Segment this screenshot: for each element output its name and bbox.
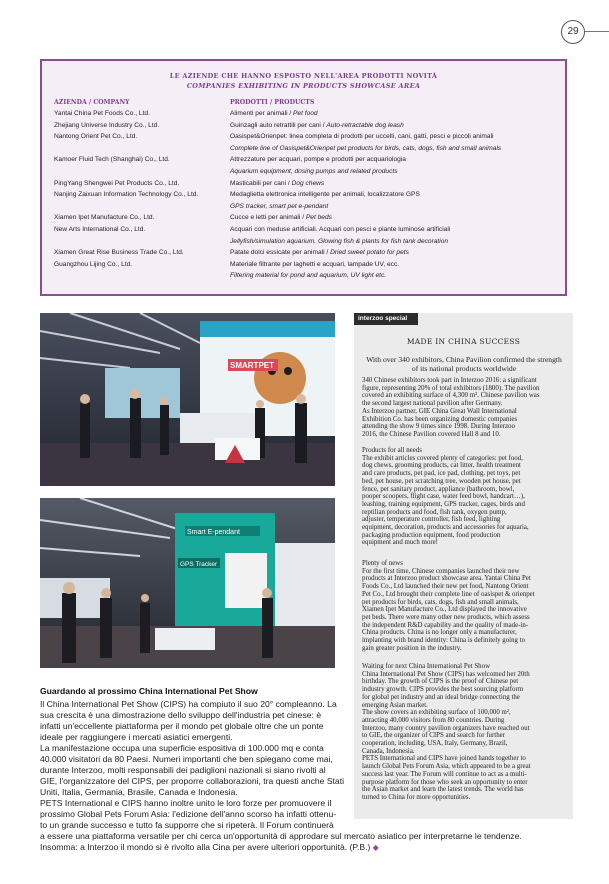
article-line: La manifestazione occupa una superficie espositiva di 100.000 mq e conta: [40, 743, 324, 753]
product-description: Cucce e letti per animali / Pet beds: [230, 214, 332, 222]
sidebar-line: the second largest national pavilion after Germany.: [362, 400, 503, 408]
sidebar-line: packaging production equipment, food production: [362, 531, 501, 539]
article-line: Insomma: a Interzoo il mondo si è rivolto alla Cina per avere ulteriori opportunità. (P.B.) ◆: [40, 842, 379, 852]
sidebar-line: pet beds. There were many other new products, which assess: [362, 613, 530, 621]
photo2-sign-text-2: GPS Tracker: [180, 561, 218, 568]
box-title-english: COMPANIES EXHIBITING IN PRODUCTS SHOWCASE AREA: [186, 82, 421, 90]
sidebar-line: pet products for birds, cats, dogs, fish and small animals,: [362, 598, 519, 606]
sidebar-line: 2016, the Chinese Pavilion covered Hall 8 and 10.: [362, 430, 501, 438]
article-line: to un grande successo e tutto fa supporre che si ripeterà. Il Forum continuerà: [40, 820, 334, 830]
sidebar-line: PETS International and CIPS have joined hands together to: [362, 755, 526, 763]
sidebar-paragraph-cips: [362, 663, 568, 802]
article-line: prossimo Global Pets Forum Asia: l'edizione dell'anno scorso ha infatti ottenu-: [40, 809, 337, 819]
article-line: infatti un'eccellente piattaforma per il mondo pet globale oltre che un ponte: [40, 721, 324, 731]
product-description: Alimenti per animali / Pet food: [230, 110, 318, 117]
article-line: Uniti, Italia, Germania, Brasile, Canada e Indonesia.: [40, 787, 238, 797]
product-description: Oasispet&Orienpet: linea completa di prodotti per uccelli, cani, gatti, pesci e piccoli animali: [230, 133, 494, 141]
sidebar-line: figure, representing 20% of total exhibitors (1800). The pavilion: [362, 384, 540, 392]
sidebar-line: the independent R&D capability and the quality of made-in-: [362, 621, 529, 629]
photo2-sign-text-1: Smart E-pendant: [187, 529, 240, 536]
article-line: a essere una piattaforma versatile per chi cerca un'opportunità di approdare sul mercato asiatico per interpretarne le tendenze.: [40, 831, 522, 841]
sidebar-line: Canada, Indonesia.: [362, 747, 415, 755]
article-line: GIE, l'organizzatore del CIPS, per proporre collaborazioni, tra questi anche Stati: [40, 776, 345, 786]
column-header-company: AZIENDA / COMPANY: [54, 99, 130, 106]
product-description: Guinzagli auto retrattili per cani / Auto-retractable dog leash: [230, 121, 404, 129]
sidebar-line: emerging Asian market.: [362, 701, 428, 709]
sidebar-line: China products. China is no longer only a manufacturer,: [362, 629, 517, 637]
product-description: Acquari con meduse artificiali. Acquari con pesci e piante luminose artificiali: [230, 226, 451, 233]
article-line: durante Interzoo, molti responsabili dei padiglioni nazionali si siano rivolti al: [40, 765, 326, 775]
sidebar-line: the Asian market and learn the latest trends. The world has: [362, 786, 524, 794]
sidebar-line: Products for all needs: [362, 447, 422, 454]
sidebar-line: Interzoo, many country pavilion organizers have reached out: [362, 724, 530, 732]
sidebar-line: China International Pet Show (CIPS) has welcomed her 20th: [362, 670, 530, 678]
sidebar-line: The exhibit articles covered plenty of categories: pet food,: [362, 454, 523, 462]
product-description: Complete line of Oasispet&Orienpet pet products for birds, cats, dogs, fish and small animals: [230, 144, 502, 152]
sidebar-title: MADE IN CHINA SUCCESS: [406, 337, 521, 346]
exhibitors-box: [40, 59, 567, 296]
company-name: New Arts International Co., Ltd.: [54, 226, 146, 233]
article-line: PETS International e CIPS hanno inoltre unito le loro forze per promuovere il: [40, 798, 332, 808]
article-line: sua crescita è una dimostrazione dello sviluppo dell'industria pet cinese: è: [40, 710, 322, 720]
sidebar-line: industry growth. CIPS provides the best sourcing platform: [362, 686, 524, 694]
page-number: 29: [561, 20, 585, 44]
company-name: Guangzhou Lijing Co., Ltd.: [54, 260, 133, 268]
product-description: Jellyfish/simulation aquarium. Glowing fish & plants for fish tank decoration: [230, 237, 449, 245]
sidebar-line: and care products, pet pad, ice pad, clothing, pet toys, pet: [362, 470, 521, 478]
sidebar-paragraph-news: [362, 560, 568, 652]
product-description: GPS tracker, smart pet e-pendant: [230, 202, 329, 210]
product-description: Masticabili per cani / Dog chews: [230, 179, 325, 187]
box-title-italian: LE AZIENDE CHE HANNO ESPOSTO NELL'AREA PRODOTTI NOVITÀ: [169, 72, 438, 80]
company-name: Kamoer Fluid Tech (Shanghai) Co., Ltd.: [54, 156, 170, 164]
sidebar-line: launch Global Pets Forum Asia, which appeared to be a great: [362, 763, 531, 771]
sidebar-line: to GIE, the organizer of CIPS and search for further: [362, 732, 505, 740]
article-heading: Guardando al prossimo China International Pet Show: [40, 686, 258, 696]
end-mark-icon: ◆: [370, 843, 379, 852]
article-line: ideale per raggiungere i mercati asiatici emergenti.: [40, 732, 233, 742]
product-description: Patate dolci essicate per animali / Dried sweet potato for pets: [230, 249, 409, 257]
product-description: Aquarium equipment, dosing pumps and related products: [230, 168, 398, 175]
sidebar-line: for global pet industry and an ideal bridge connecting the: [362, 693, 520, 701]
company-name: PingYang Shengwei Pet Products Co., Ltd.: [54, 179, 180, 187]
sidebar-line: 340 Chinese exhibitors took part in Interzoo 2016: a significant: [362, 377, 537, 384]
sidebar-line: leashing, training equipment, GPS tracker, cages, birds and: [362, 500, 525, 508]
sidebar-line: success last year. The Forum will continue to act as a multi-: [362, 770, 527, 778]
company-name: Zhejiang Universe Industry Co., Ltd.: [54, 121, 160, 129]
sidebar-line: For the first time, Chinese companies launched their new: [362, 567, 520, 575]
sidebar-line: As Interzoo partner, GIE China Great Wall International: [362, 407, 517, 415]
company-name: Yantai China Pet Foods Co., Ltd.: [54, 110, 150, 117]
product-description: Medaglietta elettronica intelligente per animali, localizzatore GPS: [230, 191, 420, 199]
sidebar-line: Foods Co., Ltd launched their new pet food, Nantong Orient: [362, 583, 529, 591]
product-description: Attrezzature per acquari, pompe e prodotti per acquariologia: [230, 156, 406, 164]
column-header-products: PRODOTTI / PRODUCTS: [230, 99, 315, 106]
section-tag: interzoo special: [354, 313, 418, 325]
sidebar-line: gain greater position in the industry.: [362, 644, 462, 652]
sidebar-line: fence, pet sanitary product, appliance (bathroom, bowl,: [362, 485, 515, 493]
sidebar-line: implanting with brand identity: China is definitely going to: [362, 637, 526, 645]
article-line: 40.000 visitatori da 80 Paesi. Numeri importanti che ben spiegano come mai,: [40, 754, 333, 764]
sidebar-paragraph-products: [362, 447, 568, 547]
company-name: Xiamen Great Rise Business Trade Co., Ltd.: [54, 249, 184, 257]
sidebar-line: Pet Co., Ltd brought their complete line of oasispet & orienpet: [362, 590, 535, 598]
sidebar-line: cooperation, including, USA, Italy, Germany, Brazil,: [362, 740, 508, 748]
photo1-sign-text: SMARTPET: [230, 361, 274, 370]
photo-china-pavilion-booth: [40, 313, 335, 486]
sidebar-line: Waiting for next China International Pet Show: [362, 663, 491, 670]
sidebar-line: products at Interzoo product showcase area. Yantai China Pet: [362, 575, 531, 583]
sidebar-line: attending the show 9 times since 1998. During Interzoo: [362, 423, 515, 431]
product-description: Materiale filtrante per laghetti e acquari, lampade UV, ecc.: [230, 260, 400, 268]
sidebar-paragraph-intro: [362, 377, 568, 439]
sidebar-line: reptilian products and food, fish tank, oxygen pump,: [362, 508, 507, 516]
sidebar-line: Plenty of news: [362, 560, 403, 567]
company-name: Nantong Orient Pet Co., Ltd.: [54, 133, 138, 141]
sidebar-line: purpose platform for those who seek an opportunity to enter: [362, 778, 528, 786]
sidebar-line: Exhibition Co. has been organizing domestic companies: [362, 415, 518, 423]
sidebar-line: turned to China for more opportunities.: [362, 793, 471, 801]
sidebar-line: attracting 40,000 visitors from 80 countries. During: [362, 716, 505, 724]
sidebar-line: pooper scoopers, flight case, water feed bowl, handcart…),: [362, 493, 525, 501]
sidebar-subtitle: With over 340 exhibitors, China Pavilion confirmed the strength of its national products worldwide: [366, 355, 562, 373]
article-line: Il China International Pet Show (CIPS) ha compiuto il suo 20° compleanno. La: [40, 699, 337, 709]
sidebar-line: equipment, decoration, products and accessories for aquaria,: [362, 524, 529, 532]
sidebar-line: The show covers an exhibiting surface of 100,000 m²,: [362, 709, 511, 717]
product-description: Filtering material for pond and aquarium, UV light etc.: [230, 272, 387, 280]
page-number-rule: [585, 31, 609, 32]
sidebar-line: birthday. The growth of CIPS is the proof of Chinese pet: [362, 678, 519, 686]
photo-gps-tracker-booth: [40, 498, 335, 668]
company-name: Nanjing Zaixuan Information Technology Co., Ltd.: [54, 191, 199, 199]
sidebar-line: bed, pet house, pet scratching tree, wooden pet house, pet: [362, 477, 521, 485]
sidebar-line: adjuster, temperature controller, fish feed, lighting: [362, 516, 501, 524]
sidebar-line: covered an exhibiting surface of 4,300 m². Chinese pavilion was: [362, 392, 540, 400]
sidebar-line: Xiamen Ipet Manufacture Co., Ltd displayed the innovative: [362, 606, 527, 614]
company-name: Xiamen Ipet Manufacture Co., Ltd.: [54, 214, 155, 222]
sidebar-line: dog chews, grooming products, cat litter, health treatment: [362, 462, 521, 470]
sidebar-line: equipment and much more!: [362, 539, 438, 547]
